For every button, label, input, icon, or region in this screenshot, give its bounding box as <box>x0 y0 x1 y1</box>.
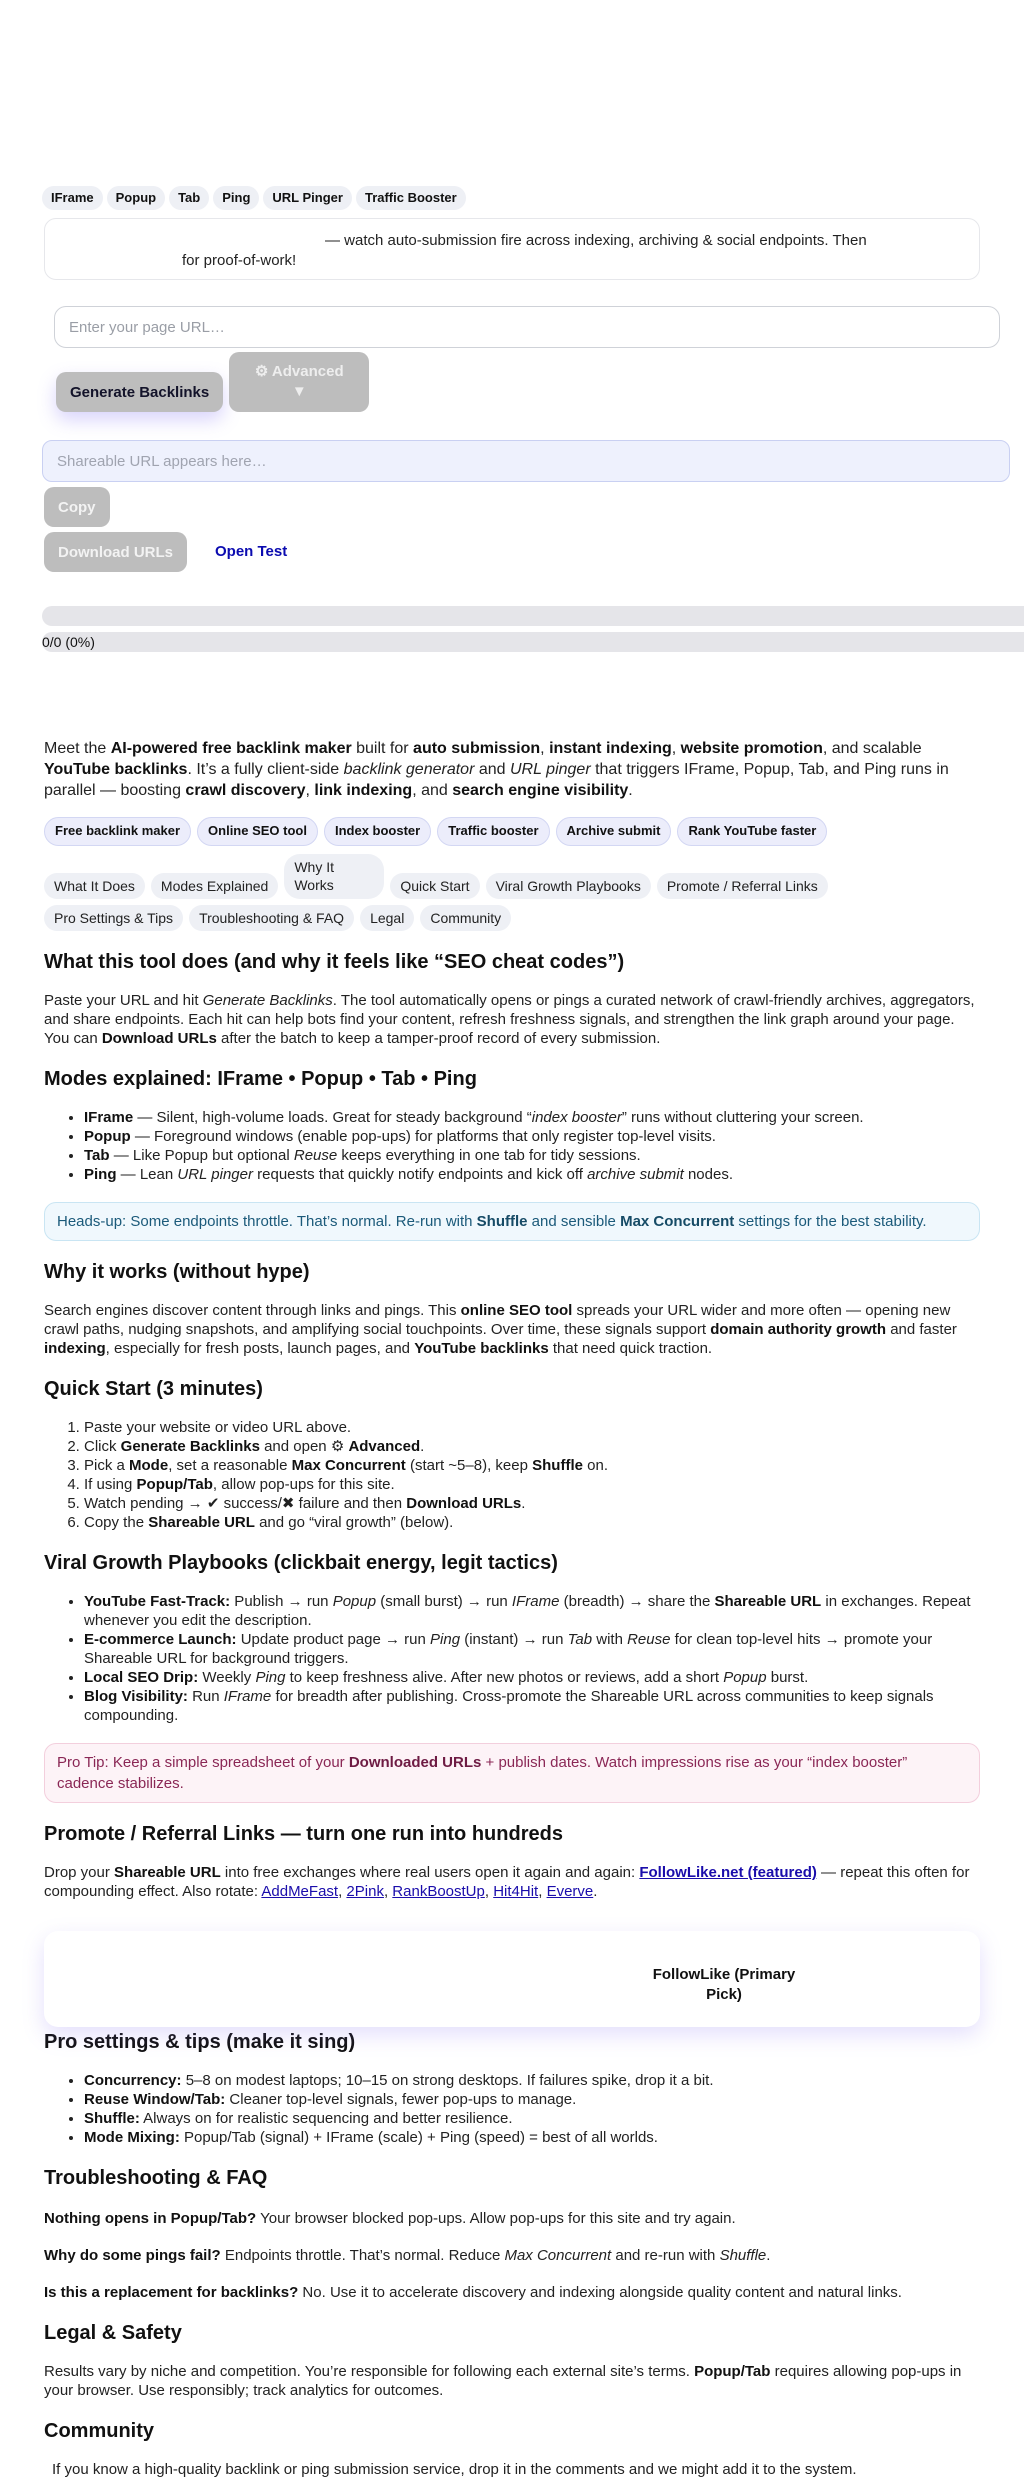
text: 5–8 on modest laptops; 10–15 on strong desktops. If failures spike, drop it a bit. <box>181 2071 714 2089</box>
keyword-chip: Traffic booster <box>437 817 549 846</box>
emphasis: Popup <box>723 1668 767 1686</box>
promote-paragraph: Drop your Shareable URL into free exchanges where real users open it again and again: FollowLike.net (featured) — repeat this often for compounding effect. Also rotate: AddMeFast, 2Pink, RankBoostUp, Hit4Hit, Everve. <box>44 1863 970 1900</box>
faq-answer: Your browser blocked pop-ups. Allow pop-ups for this site and try again. <box>256 2209 736 2227</box>
text: . <box>420 1437 425 1455</box>
text: , <box>540 740 550 757</box>
playbook-item <box>84 1687 980 1725</box>
text: Popup/Tab (signal) + IFrame (scale) + Ping (speed) = best of all worlds. <box>179 2128 658 2146</box>
setting-name: Reuse Window/Tab: <box>84 2090 226 2108</box>
text: Paste your URL and hit <box>44 991 203 1009</box>
keyword: YouTube backlinks <box>44 761 188 778</box>
setting-name: Mode Mixing: <box>84 2128 180 2146</box>
top-spacer <box>44 0 980 186</box>
keyword: search engine visibility <box>452 782 629 799</box>
text: — Silent, high-volume loads. Great for steady background “ <box>133 1108 532 1126</box>
text: , <box>305 782 315 799</box>
keyword-chip: Rank YouTube faster <box>677 817 827 846</box>
text: settings for the best stability. <box>734 1212 927 1230</box>
what-paragraph <box>44 991 980 1048</box>
text: Drop your <box>44 1863 115 1881</box>
pro-tip-callout <box>44 1743 980 1803</box>
generate-backlinks-button[interactable]: Generate Backlinks <box>56 372 223 412</box>
faq-section <box>44 2165 980 2302</box>
text: nodes. <box>683 1165 733 1183</box>
mode-name: Popup <box>84 1127 131 1145</box>
shareable-url-input[interactable] <box>42 440 1010 482</box>
text: . The tool automatically opens or pings a curated network of crawl-friendly archives, aggregators, and share endpoints. Each hit can help bots find your content, refresh freshness signals, and strengthen the link graph around your page. You can <box>44 991 975 1047</box>
keyword: auto submission <box>413 740 541 757</box>
text: (start ~5–8), keep <box>405 1456 533 1474</box>
nav-legal[interactable]: Legal <box>360 905 414 931</box>
pro-settings-list <box>44 2071 980 2147</box>
keyword-chip: Index booster <box>324 817 431 846</box>
open-test-link[interactable]: Open Test <box>215 543 288 561</box>
emphasis: URL pinger <box>510 761 591 778</box>
list-item <box>84 1127 980 1146</box>
text: for breadth after publishing. Cross-promote the Shareable URL across communities to keep signals compounding. <box>84 1687 934 1724</box>
mode-chip-url-pinger: URL Pinger <box>263 186 352 210</box>
modes-heading: Modes explained: IFrame • Popup • Tab • Ping <box>44 1067 477 1090</box>
url-input[interactable] <box>54 306 1000 348</box>
text: , allow pop-ups for this site. <box>212 1475 395 1493</box>
emphasis: IFrame <box>223 1687 272 1705</box>
faq-answer: No. Use it to accelerate discovery and indexing alongside quality content and natural links. <box>298 2283 902 2301</box>
text: and <box>474 761 510 778</box>
keyword: website promotion <box>680 740 823 757</box>
why-heading: Why it works (without hype) <box>44 1260 310 1283</box>
download-urls-button[interactable]: Download URLs <box>44 532 187 572</box>
text: Results vary by niche and competition. You’re responsible for following each external site’s terms. <box>44 2362 695 2380</box>
keyword: Shuffle <box>532 1456 583 1474</box>
keyword: crawl discovery <box>185 782 306 799</box>
mode-chip-popup: Popup <box>107 186 165 210</box>
pro-heading: Pro settings & tips (make it sing) <box>44 2030 356 2053</box>
copy-button[interactable]: Copy <box>44 487 110 527</box>
featured-card-label: FollowLike (Primary Pick) <box>652 1965 796 2003</box>
keyword: Download URLs <box>406 1494 522 1512</box>
text: that need quick traction. <box>548 1339 713 1357</box>
headsup-callout <box>44 1202 980 1241</box>
keyword: Shareable URL <box>114 1863 221 1881</box>
setting-name: Shuffle: <box>84 2109 140 2127</box>
keyword-chip: Archive submit <box>556 817 672 846</box>
nav-viral-growth[interactable]: Viral Growth Playbooks <box>486 873 651 899</box>
mode-chip-tab: Tab <box>169 186 209 210</box>
featured-referral-card[interactable] <box>44 1931 980 2027</box>
faq-answer: Endpoints throttle. That’s normal. Reduce <box>220 2246 505 2264</box>
text: and open ⚙ <box>259 1437 349 1455</box>
text: Paste your website or video URL above. <box>84 1418 352 1436</box>
faq-question: Why do some pings fail? <box>44 2246 221 2264</box>
text: into free exchanges where real users open it again and again: <box>220 1863 640 1881</box>
text: Meet the <box>44 740 111 757</box>
nav-troubleshooting[interactable]: Troubleshooting & FAQ <box>189 905 354 931</box>
emphasis: Popup <box>332 1592 377 1610</box>
promote-heading: Promote / Referral Links — turn one run into hundreds <box>44 1822 563 1845</box>
emphasis: Reuse <box>293 1146 338 1164</box>
text: and go “viral growth” (below). <box>254 1513 454 1531</box>
mode-name: Tab <box>84 1146 110 1164</box>
keyword: instant indexing <box>549 740 672 757</box>
2pink-link[interactable]: 2Pink <box>346 1882 384 1900</box>
mode-name: Ping <box>84 1165 117 1183</box>
nav-community[interactable]: Community <box>420 905 511 931</box>
why-paragraph <box>44 1301 980 1358</box>
rankboostup-link[interactable]: RankBoostUp <box>392 1882 485 1900</box>
text: , <box>671 740 681 757</box>
list-item <box>84 1146 980 1165</box>
keyword: indexing <box>44 1339 106 1357</box>
playbook-title: Local SEO Drip: <box>84 1668 199 1686</box>
text: + publish dates. Watch impressions rise as your “index booster” cadence stabilizes. <box>57 1753 908 1792</box>
emphasis: Reuse <box>627 1630 671 1648</box>
text: with <box>592 1630 628 1648</box>
emphasis: archive submit <box>587 1165 684 1183</box>
mode-name: IFrame <box>84 1108 134 1126</box>
step-item <box>84 1456 980 1475</box>
text: . <box>628 782 633 799</box>
text: , set a reasonable <box>168 1456 292 1474</box>
text: Watch pending → ✔ success/✖ failure and then <box>84 1494 407 1512</box>
step-item <box>84 1418 980 1437</box>
keyword-chip: Free backlink maker <box>44 817 191 846</box>
notice-card <box>44 218 980 280</box>
text: If using <box>84 1475 137 1493</box>
keyword: Shareable URL <box>148 1513 255 1531</box>
chevron-down-icon: ▼ <box>291 383 307 400</box>
section-nav <box>44 854 944 931</box>
text: on. <box>582 1456 608 1474</box>
text: Always on for realistic sequencing and better resilience. <box>139 2109 513 2127</box>
text: and faster <box>886 1320 957 1338</box>
emphasis: URL pinger <box>177 1165 253 1183</box>
nav-why-it-works[interactable]: Why It Works <box>284 854 384 899</box>
text: — repeat this often for compounding effect. Also rotate: <box>44 1863 970 1900</box>
keyword: Max Concurrent <box>620 1212 735 1230</box>
viral-playbooks-list <box>44 1592 980 1725</box>
legal-paragraph <box>44 2362 980 2400</box>
text: . It’s a fully client-side <box>187 761 344 778</box>
keyword: Advanced <box>348 1437 421 1455</box>
emphasis: Tab <box>567 1630 593 1648</box>
text: Heads-up: Some endpoints throttle. That’s normal. Re-run with <box>57 1212 477 1230</box>
text: (small burst) → run <box>376 1592 512 1610</box>
text: ” runs without cluttering your screen. <box>621 1108 864 1126</box>
text: spreads your URL wider and more often — opening new crawl paths, nudging snapshots, and amplifying social touchpoints. Over time, these signals support <box>44 1301 951 1338</box>
keyword: Shareable URL <box>714 1592 822 1610</box>
faq-item <box>44 2283 980 2302</box>
keyword: online SEO tool <box>460 1301 573 1319</box>
text: to keep freshness alive. After new photos or reviews, add a short <box>285 1668 724 1686</box>
notice-line-2: for proof-of-work! <box>182 252 297 269</box>
list-item <box>84 1165 980 1184</box>
text: and sensible <box>527 1212 621 1230</box>
playbook-title: E-commerce Launch: <box>84 1630 237 1648</box>
text: (breadth) → share the <box>559 1592 715 1610</box>
keyword: domain authority growth <box>710 1320 887 1338</box>
progress-bar <box>42 606 1024 626</box>
text: after the batch to keep a tamper-proof record of every submission. <box>216 1029 661 1047</box>
text: built for <box>351 740 414 757</box>
keyword: Shuffle <box>476 1212 528 1230</box>
keyword: Download URLs <box>101 1029 217 1047</box>
advanced-toggle-button[interactable] <box>229 352 369 412</box>
viral-heading: Viral Growth Playbooks (clickbait energy, legit tactics) <box>44 1551 558 1574</box>
quickstart-heading: Quick Start (3 minutes) <box>44 1377 263 1400</box>
mode-chips <box>42 186 980 210</box>
keyword: Popup/Tab <box>136 1475 213 1493</box>
text: Publish → run <box>230 1592 333 1610</box>
list-item <box>84 2128 980 2147</box>
emphasis: Generate Backlinks <box>202 991 333 1009</box>
faq-question: Is this a replacement for backlinks? <box>44 2283 299 2301</box>
intro-paragraph <box>44 738 980 801</box>
advanced-label: ⚙ Advanced <box>254 363 344 380</box>
nav-pro-settings[interactable]: Pro Settings & Tips <box>44 905 183 931</box>
progress-label: 0/0 (0%) <box>42 634 95 650</box>
list-item <box>84 2090 980 2109</box>
playbook-title: Blog Visibility: <box>84 1687 188 1705</box>
text: requires allowing pop-ups in your browser. Use responsibly; track analytics for outcomes. <box>44 2362 962 2399</box>
list-item <box>84 1108 980 1127</box>
text: burst. <box>766 1668 809 1686</box>
faq-item <box>44 2246 980 2265</box>
emphasis: Ping <box>255 1668 286 1686</box>
progress-status-bar <box>42 632 1024 652</box>
step-item <box>84 1437 980 1456</box>
text: — Lean <box>116 1165 178 1183</box>
text: , and scalable <box>822 740 922 757</box>
text: Pick a <box>84 1456 130 1474</box>
keyword: Generate Backlinks <box>120 1437 260 1455</box>
text: Update product page → run <box>236 1630 431 1648</box>
community-paragraph: If you know a high-quality backlink or ping submission service, drop it in the comments and we might add it to the system. <box>52 2460 857 2478</box>
text: requests that quickly notify endpoints and kick off <box>252 1165 588 1183</box>
text: . <box>521 1494 526 1512</box>
keyword: Max Concurrent <box>291 1456 406 1474</box>
step-item <box>84 1513 980 1532</box>
faq-item <box>44 2209 980 2228</box>
keyword: AI-powered free backlink maker <box>110 740 352 757</box>
emphasis: Shuffle <box>719 2246 767 2264</box>
action-row <box>56 352 980 412</box>
modes-list <box>44 1108 980 1184</box>
text: Copy the <box>84 1513 149 1531</box>
notice-line-1: — watch auto-submission fire across indexing, archiving & social endpoints. Then <box>325 232 867 249</box>
text: Search engines discover content through links and pings. This <box>44 1301 461 1319</box>
nav-what-it-does[interactable]: What It Does <box>44 873 145 899</box>
addmefast-link[interactable]: AddMeFast <box>261 1882 339 1900</box>
text: Pro Tip: Keep a simple spreadsheet of your <box>57 1753 349 1771</box>
emphasis: index booster <box>531 1108 622 1126</box>
text: (instant) → run <box>460 1630 568 1648</box>
keyword: link indexing <box>314 782 413 799</box>
text: and re-run with <box>611 2246 720 2264</box>
mode-chip-iframe: IFrame <box>42 186 103 210</box>
keyword-chip: Online SEO tool <box>197 817 318 846</box>
playbook-item <box>84 1592 980 1630</box>
emphasis: backlink generator <box>343 761 475 778</box>
keyword: Mode <box>129 1456 169 1474</box>
step-item <box>84 1475 980 1494</box>
followlike-featured-link[interactable]: FollowLike.net (featured) <box>639 1863 817 1881</box>
playbook-title: YouTube Fast-Track: <box>84 1592 231 1610</box>
list-item <box>84 2071 980 2090</box>
hit4hit-link[interactable]: Hit4Hit <box>493 1882 539 1900</box>
emphasis: IFrame <box>511 1592 560 1610</box>
nav-modes-explained[interactable]: Modes Explained <box>151 873 278 899</box>
text: in exchanges. Repeat whenever you edit the description. <box>84 1592 971 1629</box>
mode-chip-ping: Ping <box>213 186 259 210</box>
text: Cleaner top-level signals, fewer pop-ups to manage. <box>225 2090 577 2108</box>
text: , especially for fresh posts, launch pages, and <box>105 1339 415 1357</box>
nav-promote-referral[interactable]: Promote / Referral Links <box>657 873 828 899</box>
download-row <box>44 532 980 572</box>
text: Weekly <box>198 1668 256 1686</box>
quickstart-steps <box>44 1418 980 1532</box>
keyword: YouTube backlinks <box>414 1339 549 1357</box>
step-item <box>84 1494 980 1513</box>
emphasis: Ping <box>430 1630 461 1648</box>
text: Run <box>187 1687 224 1705</box>
keyword-chips <box>44 817 980 846</box>
keyword: Downloaded URLs <box>348 1753 482 1771</box>
list-item <box>84 2109 980 2128</box>
text: — Like Popup but optional <box>109 1146 294 1164</box>
what-heading: What this tool does (and why it feels like “SEO cheat codes”) <box>44 950 625 973</box>
nav-quick-start[interactable]: Quick Start <box>390 873 479 899</box>
text: . <box>766 2246 771 2264</box>
text: , and <box>412 782 453 799</box>
playbook-item <box>84 1668 980 1687</box>
keyword: Popup/Tab <box>694 2362 771 2380</box>
text: for clean top-level hits → promote your Shareable URL for background triggers. <box>84 1630 933 1667</box>
playbook-item <box>84 1630 980 1668</box>
mode-chip-traffic-booster: Traffic Booster <box>356 186 466 210</box>
emphasis: Max Concurrent <box>504 2246 612 2264</box>
setting-name: Concurrency: <box>84 2071 182 2089</box>
text: — Foreground windows (enable pop-ups) for platforms that only register top-level visits. <box>130 1127 716 1145</box>
faq-heading: Troubleshooting & FAQ <box>44 2166 268 2189</box>
text: keeps everything in one tab for tidy sessions. <box>337 1146 641 1164</box>
faq-question: Nothing opens in Popup/Tab? <box>44 2209 257 2227</box>
community-heading: Community <box>44 2419 154 2442</box>
legal-heading: Legal & Safety <box>44 2321 182 2344</box>
text: that triggers IFrame, Popup, Tab, and Ping runs in parallel — boosting <box>44 761 949 799</box>
everve-link[interactable]: Everve <box>546 1882 594 1900</box>
text: Click <box>84 1437 121 1455</box>
